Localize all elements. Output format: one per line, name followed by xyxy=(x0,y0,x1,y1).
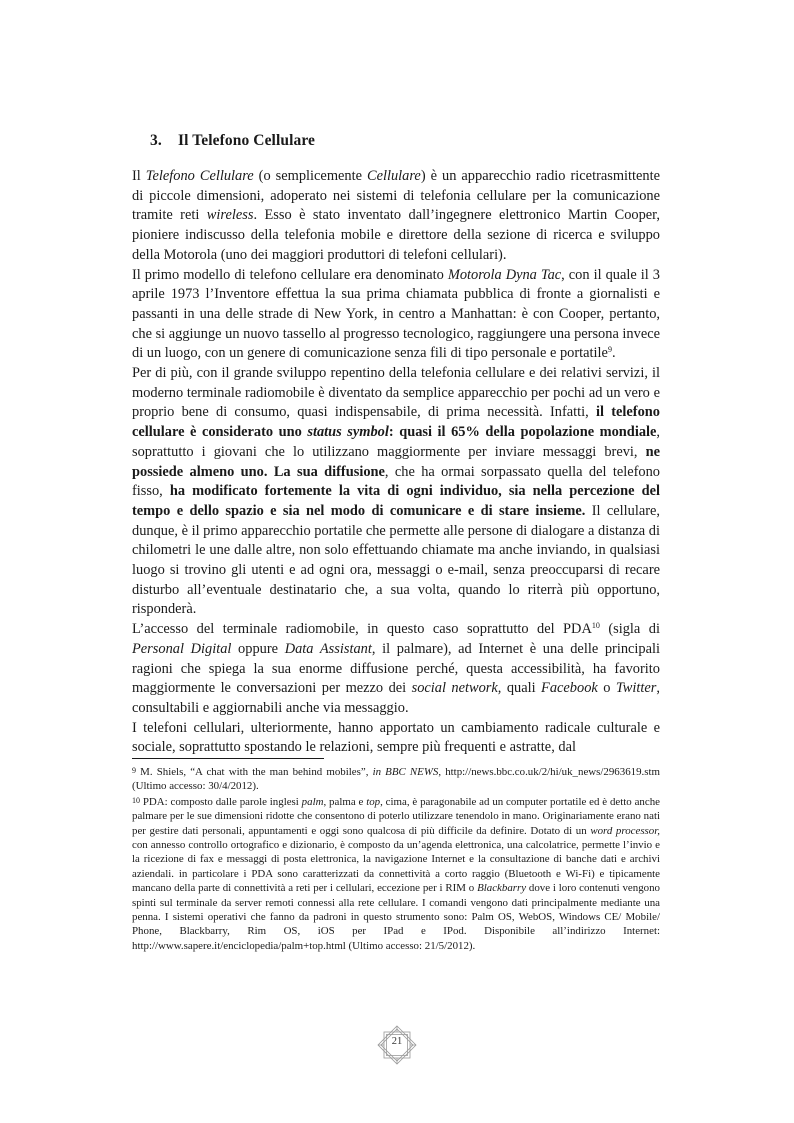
text-run: dove i loro contenuti vengono spinti sul terminale da server remoti connessi alla rete cellulare. I comandi vengono dati principalmente mediante una penna. I sistemi operativi che fanno da padroni in questo strumento sono: Palm OS, WebOS, Windows CE/ Mobile/ Phone, Blackbarry, Rim OS, iOS per IPad e IPod. Disponibile all’indirizzo Internet: http://www.sapere.it/enciclopedia/palm+top.html (Ultimo accesso: 21/5/2012). xyxy=(132,882,660,952)
footnote-ref-9: 9 xyxy=(607,345,612,355)
text-run: M. Shiels, “A chat with the man behind mobiles”, xyxy=(136,766,373,778)
page-number-badge xyxy=(377,1025,417,1065)
text-run: I telefoni cellulari, ulteriormente, hanno apportato un cambiamento radicale culturale e sociale, soprattutto spostando le relazioni, sempre più frequenti e astratte, dal xyxy=(132,719,660,756)
italic-term: wireless xyxy=(206,207,254,224)
italic-term: word processor, xyxy=(590,824,660,837)
text-run: Il cellulare, dunque, è il primo apparecchio portatile che permette alle persone di dialogare a distanza di chilometri le une dalle altre, non solo effettuando chiamate ma anche inviando, in qualsiasi luogo si trovino gli utenti e ad ogni ora, messaggi o e-mail, senza preoccuparsi di recare disturbo all’eventuale destinatario che, a sua volta, quando lo riterrà più opportuno, risponderà. xyxy=(132,502,660,618)
text-run: quali xyxy=(501,680,542,697)
italic-term: palm xyxy=(301,795,324,808)
text-run: , cima, è paragonabile ad un computer portatile ed è detto anche palmare per le sue dimensioni ridotte che consentono di poterlo utilizzare tenendolo in mano. Originariamente erano nati per gestire dati personali, appuntamenti e oggi sono qualcosa di più difficile da definire. Dotato di un xyxy=(132,795,660,837)
text-run: Per di più, con il grande sviluppo repentino della telefonia cellulare e dei relativi servizi, il moderno terminale radiomobile è diventato da semplice apparecchio per pochi ad un vero e proprio bene di consumo, quasi indispensabile, di prima necessità. Infatti, xyxy=(132,365,660,421)
bold-run: ha modificato fortemente la vita di ogni individuo, sia nella percezione del tempo e dello spazio e sia nel modo di comunicare e di stare insieme. xyxy=(132,483,660,519)
text-run: . xyxy=(611,345,616,362)
text-run: (sigla di xyxy=(599,621,660,638)
section-number: 3. xyxy=(150,132,162,149)
footnote-9 xyxy=(132,764,660,794)
text-run: , che ha ormai sorpassato quella del telefono fisso, xyxy=(132,463,660,500)
section-title: Il Telefono Cellulare xyxy=(178,132,316,149)
section-heading xyxy=(150,132,315,150)
paragraph-3 xyxy=(132,364,660,620)
bold-italic-term: status symbol xyxy=(307,424,389,441)
italic-term: Twitter xyxy=(615,680,657,697)
bold-run: : quasi il 65% della popolazione mondiale xyxy=(388,424,657,441)
italic-term: Telefono Cellulare xyxy=(145,168,254,184)
bold-run: il telefono cellulare è considerato uno xyxy=(132,404,660,441)
text-run: con annesso controllo ortografico e dizionario, è composto da un’agenda elettronica, una calcolatrice, permette l’invio e la ricezione di fax e messaggi di posta elettronica, la navigazione Internet e la consultazione di banche dati e archivi aziendali. in particolare i PDA sono caratterizzati da connettività a corto raggio (Bluetooth e Wi-Fi) e tipicamente mancano della parte di connettività a reti per i cellulari, eccezione per i RIM o xyxy=(132,839,660,895)
text-run: ) è un apparecchio radio ricetrasmittente di piccole dimensioni, adoperato nei sistemi di telefonia cellulare per la comunicazione tramite reti xyxy=(132,168,661,224)
footnote-number: 10 xyxy=(132,795,140,805)
italic-term: top xyxy=(366,795,381,808)
text-run: PDA: composto dalle parole inglesi xyxy=(140,795,302,808)
text-run: (o semplicemente xyxy=(253,168,367,184)
paragraph-2 xyxy=(132,266,660,365)
footnote-ref-10: 10 xyxy=(591,621,600,631)
text-run: , consultabili e aggiornabili anche via messaggio. xyxy=(132,680,660,716)
footnote-number: 9 xyxy=(132,766,136,775)
italic-term: Facebook xyxy=(541,680,598,697)
text-run: L’accesso del terminale radiomobile, in questo caso soprattutto del PDA xyxy=(132,621,592,638)
italic-term: in BBC NEWS xyxy=(372,766,439,778)
italic-term: Personal Digital xyxy=(132,640,232,657)
bold-run: ne possiede almeno uno. La sua diffusione xyxy=(132,443,660,480)
italic-term: Blackbarry xyxy=(477,882,527,895)
paragraph-4 xyxy=(132,620,660,719)
italic-term: Data Assistant xyxy=(284,640,372,657)
text-run: . Esso è stato inventato dall’ingegnere elettronico Martin Cooper, pioniere indiscusso della telefonia mobile e direttore della sezione di ricerca e sviluppo della Motorola (uno dei maggiori produttori di telefoni cellulari). xyxy=(132,207,660,263)
italic-term: Cellulare xyxy=(367,168,421,184)
text-run: , il palmare), ad Internet è una delle principali ragioni che spiega la sua enorme diffusione perché, questa accessibilità, ha favorito maggiormente le conversazioni per mezzo dei xyxy=(132,640,661,697)
footnote-10 xyxy=(132,794,660,953)
text-run: o xyxy=(597,680,616,697)
text-run: , soprattutto i giovani che lo utilizzano maggiormente per inviare messaggi brevi, xyxy=(132,424,661,460)
page-number: 21 xyxy=(391,1036,403,1047)
body-text xyxy=(132,167,660,758)
text-run: , con il quale il 3 aprile 1973 l’Inventore effettua la sua prima chiamata pubblica di fronte a giornalisti e passanti in una delle strade di New York, in centro a Manhattan: è con Cooper, pertanto, che si aggiunge un nuovo tassello al progresso tecnologico, raggiungere una persona invece di un luogo, con un genere di comunicazione senza fili di tipo personale e portatile xyxy=(132,266,660,362)
italic-term: Motorola Dyna Tac xyxy=(447,266,562,283)
footnote-divider xyxy=(132,758,324,759)
text-run: , palma e xyxy=(323,795,367,808)
text-run: oppure xyxy=(231,640,285,657)
text-run: Il primo modello di telefono cellulare era denominato xyxy=(132,266,448,283)
footnotes xyxy=(132,764,660,953)
text-run: , http://news.bbc.co.uk/2/hi/uk_news/2963619.stm (Ultimo accesso: 30/4/2012). xyxy=(132,766,660,793)
paragraph-5 xyxy=(132,719,660,758)
italic-term: social network, xyxy=(411,680,502,697)
paragraph-1: Il Telefono Cellulare (o semplicemente Cellulare) è un apparecchio radio ricetrasmittente di piccole dimensioni, adoperato nei sistemi di telefonia cellulare per la comunicazione tramite reti wireless. Esso è stato inventato dall’ingegnere elettronico Martin Cooper, pioniere indiscusso della telefonia mobile e direttore della sezione di ricerca e sviluppo della Motorola (uno dei maggiori produttori di telefoni cellulari). xyxy=(132,168,661,263)
